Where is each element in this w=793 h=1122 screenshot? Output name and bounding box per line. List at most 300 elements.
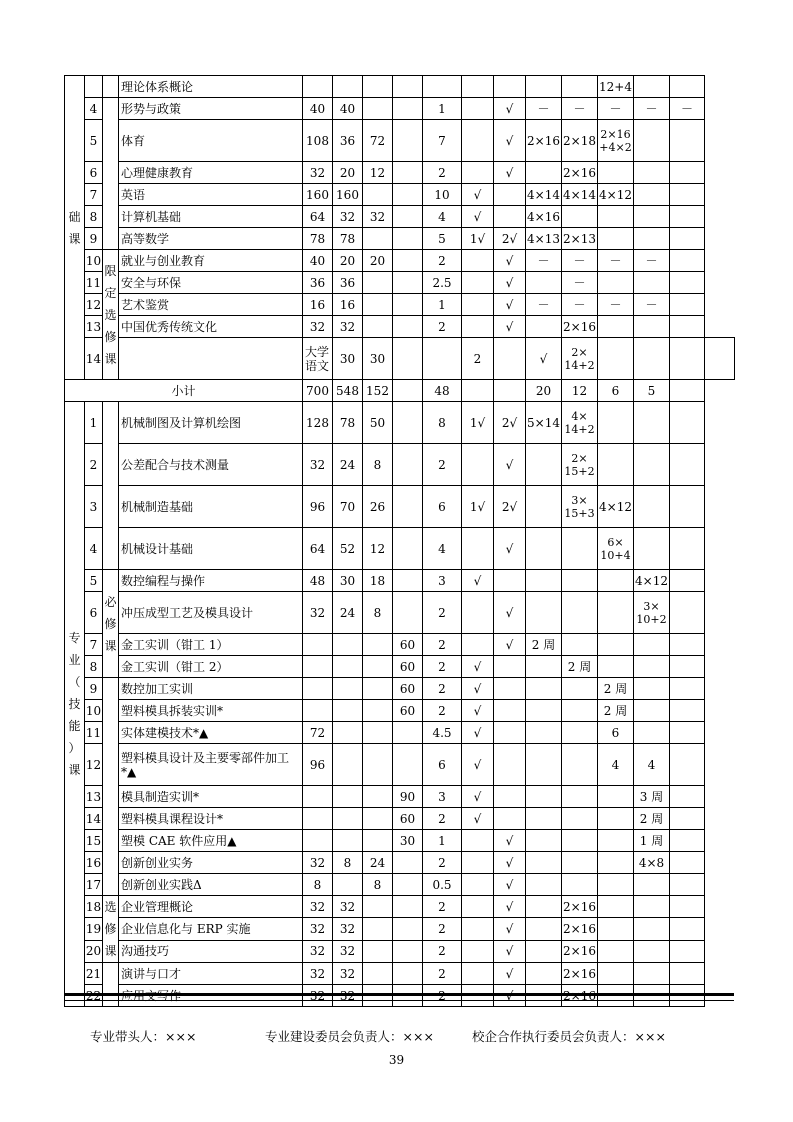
course-name: 金工实训（钳工 1） [119, 634, 303, 656]
table-cell: 6 [423, 744, 462, 786]
row-number: 3 [85, 486, 103, 528]
table-cell: 4 [423, 206, 462, 228]
course-name: 冲压成型工艺及模具设计 [119, 592, 303, 634]
table-cell [634, 402, 670, 444]
group-blank [103, 678, 119, 896]
table-cell: 24 [363, 852, 393, 874]
table-cell [462, 896, 494, 918]
subtotal-cell [462, 380, 494, 402]
table-cell [494, 184, 526, 206]
course-name: 计算机基础 [119, 206, 303, 228]
table-cell [393, 940, 423, 962]
table-cell [634, 228, 670, 250]
course-name: 就业与创业教育 [119, 250, 303, 272]
table-cell [363, 316, 393, 338]
table-cell [598, 918, 634, 940]
course-name: 演讲与口才 [119, 963, 303, 985]
table-cell [670, 528, 705, 570]
table-cell: 24 [333, 592, 363, 634]
row-number: 18 [85, 896, 103, 918]
table-cell [634, 76, 670, 98]
table-cell [526, 316, 562, 338]
table-cell [670, 250, 705, 272]
table-cell: 2 [423, 963, 462, 985]
table-cell: 30 [333, 570, 363, 592]
course-name: 高等数学 [119, 228, 303, 250]
table-cell [333, 656, 363, 678]
table-cell [494, 786, 526, 808]
table-cell: 20 [333, 250, 363, 272]
table-cell [363, 634, 393, 656]
course-name: 实体建模技术*▲ [119, 722, 303, 744]
table-cell: 2 [423, 444, 462, 486]
table-cell: 30 [333, 338, 363, 380]
table-cell [562, 808, 598, 830]
table-row [65, 700, 735, 722]
table-cell [634, 486, 670, 528]
table-cell: － [526, 250, 562, 272]
table-cell [393, 206, 423, 228]
table-cell [393, 528, 423, 570]
table-cell [462, 874, 494, 896]
row-number: 6 [85, 592, 103, 634]
table-cell [526, 786, 562, 808]
table-cell [494, 722, 526, 744]
table-cell: √ [494, 592, 526, 634]
table-cell: 48 [303, 570, 333, 592]
table-cell [598, 786, 634, 808]
table-cell [494, 206, 526, 228]
table-cell: √ [526, 338, 562, 380]
table-row [65, 722, 735, 744]
table-cell: 160 [303, 184, 333, 206]
table-cell [526, 528, 562, 570]
table-cell [526, 272, 562, 294]
table-cell [393, 76, 423, 98]
table-cell [598, 874, 634, 896]
table-cell: 12 [363, 528, 393, 570]
table-row [65, 162, 735, 184]
course-name: 形势与政策 [119, 98, 303, 120]
table-cell [393, 592, 423, 634]
table-cell: 32 [303, 444, 333, 486]
table-cell: 60 [393, 678, 423, 700]
table-cell: 16 [303, 294, 333, 316]
table-cell [393, 250, 423, 272]
table-cell: 30 [363, 338, 393, 380]
table-cell: 32 [333, 896, 363, 918]
table-cell [393, 294, 423, 316]
table-cell: 2 周 [598, 678, 634, 700]
table-cell: 4×13 [526, 228, 562, 250]
table-row [65, 228, 735, 250]
table-cell [634, 963, 670, 985]
course-name: 公差配合与技术测量 [119, 444, 303, 486]
table-row [65, 120, 735, 162]
table-cell: 2×16 [562, 985, 598, 1007]
table-cell: 2 周 [598, 700, 634, 722]
table-cell [526, 830, 562, 852]
table-cell [598, 206, 634, 228]
table-cell: 32 [303, 940, 333, 962]
table-cell: 6 [423, 486, 462, 528]
row-number: 9 [85, 678, 103, 700]
table-cell: 2 [423, 896, 462, 918]
table-row [65, 294, 735, 316]
table-cell: 2 [423, 592, 462, 634]
table-cell: 2√ [494, 486, 526, 528]
course-name: 企业管理概论 [119, 896, 303, 918]
table-cell [670, 120, 705, 162]
table-cell [494, 744, 526, 786]
table-cell: 1 [423, 98, 462, 120]
row-number: 16 [85, 852, 103, 874]
group-required-elective: 限 定 选 修 课 [103, 250, 119, 380]
table-cell: 4 [598, 744, 634, 786]
table-cell [303, 700, 333, 722]
table-cell [562, 852, 598, 874]
course-name: 安全与环保 [119, 272, 303, 294]
row-number [85, 76, 103, 98]
table-row [65, 963, 735, 985]
table-cell [634, 940, 670, 962]
table-cell [526, 940, 562, 962]
table-cell: － [598, 250, 634, 272]
table-cell: － [562, 250, 598, 272]
group-blank [103, 76, 119, 98]
table-cell [333, 744, 363, 786]
table-cell [494, 338, 526, 380]
table-cell: 5×14 [526, 402, 562, 444]
subtotal-cell: 5 [634, 380, 670, 402]
table-cell [393, 402, 423, 444]
table-cell [526, 700, 562, 722]
subtotal-cell: 548 [333, 380, 363, 402]
table-cell: 4×14 [526, 184, 562, 206]
course-name: 机械制图及计算机绘图 [119, 402, 303, 444]
course-name: 创新创业实务 [119, 852, 303, 874]
course-name: 英语 [119, 184, 303, 206]
table-cell [562, 700, 598, 722]
table-cell [363, 896, 393, 918]
row-number: 13 [85, 316, 103, 338]
table-cell: √ [494, 272, 526, 294]
table-cell [598, 852, 634, 874]
table-row [65, 830, 735, 852]
table-cell: 2×16 [562, 940, 598, 962]
table-cell [494, 76, 526, 98]
course-name: 塑料模具设计及主要零部件加工*▲ [119, 744, 303, 786]
row-number: 20 [85, 940, 103, 962]
group-prof-required: 必 修 课 [103, 570, 119, 678]
table-cell: 60 [393, 634, 423, 656]
row-number: 11 [85, 722, 103, 744]
table-cell [670, 786, 705, 808]
table-row [65, 206, 735, 228]
course-name: 数控加工实训 [119, 678, 303, 700]
table-cell: 3× 10+2 [634, 592, 670, 634]
table-cell [634, 206, 670, 228]
table-row [65, 184, 735, 206]
table-cell: √ [494, 896, 526, 918]
table-cell [393, 486, 423, 528]
table-row [65, 634, 735, 656]
table-cell [670, 272, 705, 294]
table-cell: 4.5 [423, 722, 462, 744]
table-cell [526, 592, 562, 634]
table-row [65, 592, 735, 634]
subtotal-cell: 48 [423, 380, 462, 402]
table-cell [634, 678, 670, 700]
table-row [65, 918, 735, 940]
table-row [65, 338, 735, 380]
row-number: 1 [85, 402, 103, 444]
table-cell [670, 570, 705, 592]
table-cell: 96 [303, 744, 333, 786]
table-cell [363, 963, 393, 985]
table-cell [303, 656, 333, 678]
table-cell [526, 76, 562, 98]
table-cell: √ [494, 963, 526, 985]
table-cell: － [670, 98, 705, 120]
table-cell: 70 [333, 486, 363, 528]
table-cell [363, 808, 393, 830]
table-cell: 2 [423, 940, 462, 962]
table-cell [562, 830, 598, 852]
row-number: 4 [85, 528, 103, 570]
table-cell [333, 786, 363, 808]
table-cell: 32 [333, 206, 363, 228]
table-cell [462, 76, 494, 98]
table-cell [462, 272, 494, 294]
table-cell [634, 896, 670, 918]
course-schedule-table [64, 75, 735, 1007]
table-cell: 32 [303, 985, 333, 1007]
table-cell [670, 444, 705, 486]
table-cell [526, 722, 562, 744]
table-cell: 32 [333, 940, 363, 962]
row-number: 7 [85, 184, 103, 206]
row-number: 10 [85, 700, 103, 722]
table-cell: 4× 14+2 [562, 402, 598, 444]
table-cell [670, 852, 705, 874]
table-cell [462, 830, 494, 852]
table-cell [363, 940, 393, 962]
row-number: 8 [85, 206, 103, 228]
group-blank [103, 402, 119, 570]
category-basic: 础 课 [65, 76, 85, 380]
table-cell: 2×16 [562, 896, 598, 918]
table-cell [670, 228, 705, 250]
table-cell: 32 [333, 985, 363, 1007]
course-name: 心理健康教育 [119, 162, 303, 184]
table-cell [526, 486, 562, 528]
table-cell [670, 678, 705, 700]
group-prof-elective: 选 修 课 [103, 896, 119, 963]
table-cell: 40 [333, 98, 363, 120]
table-cell [634, 722, 670, 744]
table-cell [363, 98, 393, 120]
table-cell: 2×18 [562, 120, 598, 162]
table-cell: 12+4 [598, 76, 634, 98]
table-cell [526, 570, 562, 592]
table-cell: 20 [333, 162, 363, 184]
course-name: 塑料模具课程设计* [119, 808, 303, 830]
table-cell: － [526, 98, 562, 120]
table-cell: 1√ [462, 228, 494, 250]
table-cell: 2 [423, 162, 462, 184]
row-number: 14 [85, 808, 103, 830]
table-cell: － [598, 294, 634, 316]
table-cell [363, 678, 393, 700]
table-row [65, 786, 735, 808]
table-cell [634, 444, 670, 486]
table-cell [393, 722, 423, 744]
row-number: 13 [85, 786, 103, 808]
row-number: 5 [85, 120, 103, 162]
table-cell [634, 634, 670, 656]
table-cell: √ [462, 206, 494, 228]
table-row [65, 678, 735, 700]
table-cell [423, 76, 462, 98]
table-cell [562, 76, 598, 98]
table-cell [462, 852, 494, 874]
table-cell: 2 周 [526, 634, 562, 656]
table-cell: 4×12 [598, 486, 634, 528]
table-cell [363, 722, 393, 744]
table-row [65, 272, 735, 294]
subtotal-cell: 700 [303, 380, 333, 402]
table-cell [526, 444, 562, 486]
table-cell: 2×16 [562, 162, 598, 184]
table-cell: 4×12 [634, 570, 670, 592]
table-cell [670, 634, 705, 656]
table-cell [393, 570, 423, 592]
table-cell: √ [494, 985, 526, 1007]
table-cell: 2 周 [634, 808, 670, 830]
subtotal-cell: 12 [562, 380, 598, 402]
table-cell: 3 周 [634, 786, 670, 808]
table-cell: 64 [303, 528, 333, 570]
table-cell [670, 184, 705, 206]
table-cell [363, 656, 393, 678]
table-cell [462, 444, 494, 486]
table-row [65, 444, 735, 486]
table-cell [670, 76, 705, 98]
table-cell [598, 592, 634, 634]
table-cell [670, 896, 705, 918]
table-cell [363, 184, 393, 206]
table-cell [634, 316, 670, 338]
course-name: 中国优秀传统文化 [119, 316, 303, 338]
table-cell [462, 120, 494, 162]
subtotal-row [65, 380, 735, 402]
table-cell [363, 272, 393, 294]
course-name: 机械设计基础 [119, 528, 303, 570]
table-cell [670, 294, 705, 316]
table-cell [634, 162, 670, 184]
table-cell [393, 316, 423, 338]
course-name: 企业信息化与 ERP 实施 [119, 918, 303, 940]
table-cell [634, 918, 670, 940]
cooperation-head-signature: 校企合作执行委员会负责人：××× [472, 1029, 666, 1044]
page-number: 39 [388, 1053, 405, 1067]
table-cell: 4 [423, 528, 462, 570]
row-number: 8 [85, 656, 103, 678]
table-cell: 32 [303, 852, 333, 874]
subtotal-cell: 20 [526, 380, 562, 402]
table-cell [562, 634, 598, 656]
table-cell: 2.5 [423, 272, 462, 294]
table-cell [562, 722, 598, 744]
table-cell [423, 338, 462, 380]
table-cell: 128 [303, 402, 333, 444]
table-row [65, 76, 735, 98]
row-number: 7 [85, 634, 103, 656]
table-cell: √ [494, 162, 526, 184]
table-cell [598, 940, 634, 962]
table-cell: 10 [423, 184, 462, 206]
row-number: 5 [85, 570, 103, 592]
table-cell [598, 228, 634, 250]
table-cell [705, 338, 735, 380]
table-cell: 18 [363, 570, 393, 592]
row-number: 21 [85, 963, 103, 985]
table-cell: √ [462, 722, 494, 744]
table-cell [634, 272, 670, 294]
subtotal-cell: 152 [363, 380, 393, 402]
table-cell [598, 808, 634, 830]
table-cell [598, 634, 634, 656]
table-cell: 8 [423, 402, 462, 444]
table-cell [462, 98, 494, 120]
table-row [65, 250, 735, 272]
table-cell: 40 [303, 98, 333, 120]
table-cell [462, 963, 494, 985]
table-cell [462, 940, 494, 962]
table-cell: 2×13 [562, 228, 598, 250]
table-cell: 78 [303, 228, 333, 250]
table-cell: 1√ [462, 486, 494, 528]
table-cell [526, 963, 562, 985]
table-cell [598, 338, 634, 380]
table-cell [670, 486, 705, 528]
table-cell: 3 [423, 570, 462, 592]
table-cell [670, 316, 705, 338]
table-cell: 8 [363, 444, 393, 486]
table-cell: √ [462, 744, 494, 786]
table-cell: 1 周 [634, 830, 670, 852]
table-cell: 3 [423, 786, 462, 808]
row-number: 10 [85, 250, 103, 272]
table-cell [670, 918, 705, 940]
table-row [65, 316, 735, 338]
table-row [65, 940, 735, 962]
table-cell [670, 808, 705, 830]
table-cell: 2 [423, 250, 462, 272]
table-row [65, 874, 735, 896]
footer-rule-thick [64, 993, 734, 996]
table-cell: 64 [303, 206, 333, 228]
table-cell [393, 338, 423, 380]
table-cell: 60 [393, 656, 423, 678]
committee-head-signature: 专业建设委员会负责人：××× [265, 1029, 434, 1044]
table-cell [526, 744, 562, 786]
table-cell: － [562, 272, 598, 294]
table-cell [303, 634, 333, 656]
table-cell [333, 722, 363, 744]
table-cell [333, 678, 363, 700]
